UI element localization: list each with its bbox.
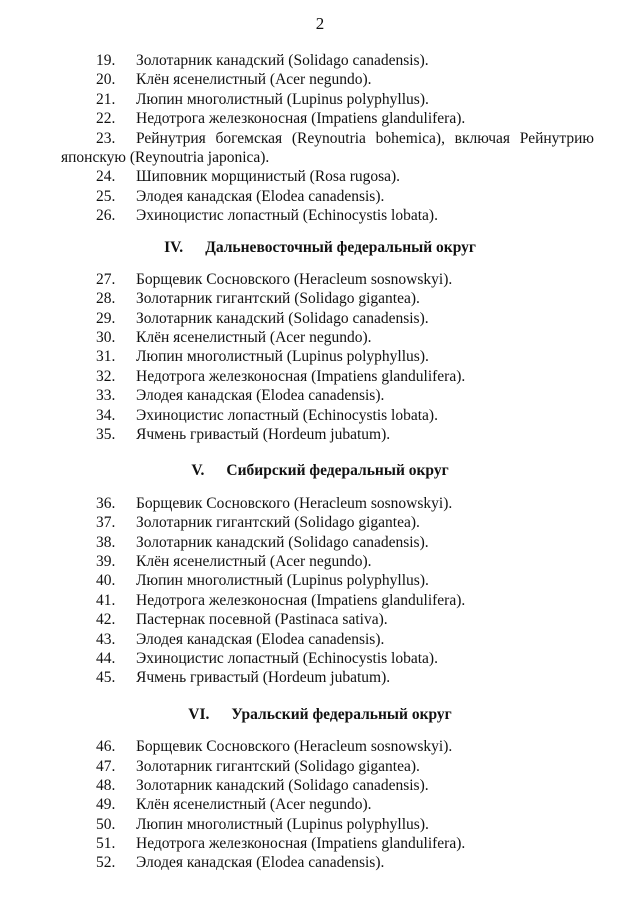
item-number: 48. bbox=[96, 776, 116, 794]
item-text: Клён ясенелистный (Acer negundo). bbox=[136, 329, 372, 347]
item-text: Элодея канадская (Elodea canadensis). bbox=[136, 854, 385, 872]
item-text: Шиповник морщинистый (Rosa rugosa). bbox=[136, 168, 401, 186]
item-text: Золотарник канадский (Solidago canadensis). bbox=[136, 309, 429, 327]
item-number: 45. bbox=[96, 669, 116, 687]
section-heading-iv bbox=[0, 238, 640, 257]
item-number: 22. bbox=[96, 110, 116, 128]
item-number: 32. bbox=[96, 367, 116, 385]
item-number: 23. bbox=[96, 129, 116, 147]
item-text: Элодея канадская (Elodea canadensis). bbox=[136, 630, 385, 648]
item-text: Золотарник канадский (Solidago canadensis). bbox=[136, 533, 429, 551]
item-number: 29. bbox=[96, 309, 116, 327]
list-item bbox=[0, 51, 640, 70]
list-item bbox=[0, 668, 640, 687]
item-number: 44. bbox=[96, 649, 116, 667]
list-item bbox=[0, 513, 640, 532]
list-item bbox=[0, 406, 640, 425]
list-item bbox=[0, 206, 640, 225]
list-item bbox=[0, 187, 640, 206]
list-item bbox=[0, 367, 640, 386]
item-number: 28. bbox=[96, 290, 116, 308]
item-number: 49. bbox=[96, 796, 116, 814]
item-text: Люпин многолистный (Lupinus polyphyllus). bbox=[136, 90, 429, 108]
item-text: Ячмень гривастый (Hordeum jubatum). bbox=[136, 426, 391, 444]
item-number: 27. bbox=[96, 270, 116, 288]
item-number: 24. bbox=[96, 168, 116, 186]
list-item bbox=[0, 425, 640, 444]
list-item bbox=[0, 757, 640, 776]
item-text: Элодея канадская (Elodea canadensis). bbox=[136, 387, 385, 405]
item-number: 46. bbox=[96, 738, 116, 756]
item-number: 38. bbox=[96, 533, 116, 551]
item-number: 30. bbox=[96, 329, 116, 347]
list-item bbox=[0, 630, 640, 649]
section-title: Сибирский федеральный округ bbox=[226, 462, 449, 480]
item-number: 42. bbox=[96, 611, 116, 629]
document-body bbox=[0, 51, 640, 873]
item-number: 34. bbox=[96, 406, 116, 424]
section-roman-numeral: IV. bbox=[164, 238, 184, 256]
item-text: Люпин многолистный (Lupinus polyphyllus). bbox=[136, 572, 429, 590]
item-number: 25. bbox=[96, 187, 116, 205]
list-item bbox=[0, 167, 640, 186]
list-item bbox=[0, 591, 640, 610]
item-number: 36. bbox=[96, 494, 116, 512]
section-v-list bbox=[0, 494, 640, 688]
item-text: Борщевик Сосновского (Heracleum sosnowskyi). bbox=[136, 738, 453, 756]
list-item bbox=[0, 815, 640, 834]
list-item-wrapped bbox=[0, 129, 640, 168]
item-number: 40. bbox=[96, 572, 116, 590]
item-number: 41. bbox=[96, 591, 116, 609]
item-number: 47. bbox=[96, 757, 116, 775]
item-number: 39. bbox=[96, 552, 116, 570]
list-item bbox=[0, 109, 640, 128]
section-roman-numeral: V. bbox=[191, 462, 205, 480]
item-number: 26. bbox=[96, 207, 116, 225]
item-text: Эхиноцистис лопастный (Echinocystis lobata). bbox=[136, 406, 438, 424]
item-number: 33. bbox=[96, 387, 116, 405]
list-item bbox=[0, 494, 640, 513]
section-iv-list bbox=[0, 270, 640, 445]
list-item bbox=[0, 289, 640, 308]
item-number: 51. bbox=[96, 835, 116, 853]
item-text: Люпин многолистный (Lupinus polyphyllus). bbox=[136, 348, 429, 366]
list-continuation bbox=[0, 51, 640, 226]
item-text: Ячмень гривастый (Hordeum jubatum). bbox=[136, 669, 391, 687]
list-item bbox=[0, 737, 640, 756]
list-item bbox=[0, 70, 640, 89]
item-number: 35. bbox=[96, 426, 116, 444]
list-item bbox=[0, 795, 640, 814]
item-number: 43. bbox=[96, 630, 116, 648]
item-number: 50. bbox=[96, 815, 116, 833]
item-text: Эхиноцистис лопастный (Echinocystis lobata). bbox=[136, 649, 438, 667]
list-item bbox=[0, 552, 640, 571]
item-text: Клён ясенелистный (Acer negundo). bbox=[136, 796, 372, 814]
list-item bbox=[0, 649, 640, 668]
item-text: Борщевик Сосновского (Heracleum sosnowskyi). bbox=[136, 494, 453, 512]
list-item bbox=[0, 328, 640, 347]
list-item bbox=[0, 90, 640, 109]
item-text: Эхиноцистис лопастный (Echinocystis lobata). bbox=[136, 207, 438, 225]
list-item bbox=[0, 533, 640, 552]
item-text: Клён ясенелистный (Acer negundo). bbox=[136, 71, 372, 89]
item-text: Люпин многолистный (Lupinus polyphyllus). bbox=[136, 815, 429, 833]
item-number: 20. bbox=[96, 71, 116, 89]
list-item bbox=[0, 386, 640, 405]
item-text: Клён ясенелистный (Acer negundo). bbox=[136, 552, 372, 570]
list-item bbox=[0, 347, 640, 366]
list-item bbox=[0, 270, 640, 289]
item-text: Пастернак посевной (Pastinaca sativa). bbox=[136, 611, 388, 629]
section-heading-v bbox=[0, 461, 640, 480]
item-number: 19. bbox=[96, 52, 116, 69]
list-item bbox=[0, 776, 640, 795]
item-number: 37. bbox=[96, 514, 116, 532]
item-text: Золотарник канадский (Solidago canadensis). bbox=[136, 776, 429, 794]
item-text: Недотрога железконосная (Impatiens glandulifera). bbox=[136, 367, 466, 385]
list-item bbox=[0, 610, 640, 629]
item-text-line1: Рейнутрия богемская (Reynoutria bohemica), включая Рейнутрию bbox=[136, 129, 594, 147]
item-text: Недотрога железконосная (Impatiens glandulifera). bbox=[136, 110, 466, 128]
item-text: Элодея канадская (Elodea canadensis). bbox=[136, 187, 385, 205]
item-number: 31. bbox=[96, 348, 116, 366]
section-title: Уральский федеральный округ bbox=[231, 705, 452, 723]
item-text: Золотарник гигантский (Solidago gigantea). bbox=[136, 757, 420, 775]
item-text: Золотарник гигантский (Solidago gigantea). bbox=[136, 290, 420, 308]
item-text: Борщевик Сосновского (Heracleum sosnowskyi). bbox=[136, 270, 453, 288]
item-text: Золотарник гигантский (Solidago gigantea). bbox=[136, 514, 420, 532]
list-item bbox=[0, 309, 640, 328]
section-title: Дальневосточный федеральный округ bbox=[205, 238, 476, 256]
item-text-line2: японскую (Reynoutria japonica). bbox=[61, 148, 270, 166]
item-number: 21. bbox=[96, 90, 116, 108]
list-item bbox=[0, 571, 640, 590]
section-heading-vi bbox=[0, 705, 640, 724]
section-vi-list bbox=[0, 737, 640, 873]
item-text: Недотрога железконосная (Impatiens glandulifera). bbox=[136, 835, 466, 853]
page-number: 2 bbox=[315, 14, 325, 33]
item-number: 52. bbox=[96, 854, 116, 872]
section-roman-numeral: VI. bbox=[188, 705, 210, 723]
item-text: Золотарник канадский (Solidago canadensis). bbox=[136, 52, 429, 69]
item-text: Недотрога железконосная (Impatiens glandulifera). bbox=[136, 591, 466, 609]
list-item bbox=[0, 834, 640, 853]
list-item bbox=[0, 853, 640, 872]
